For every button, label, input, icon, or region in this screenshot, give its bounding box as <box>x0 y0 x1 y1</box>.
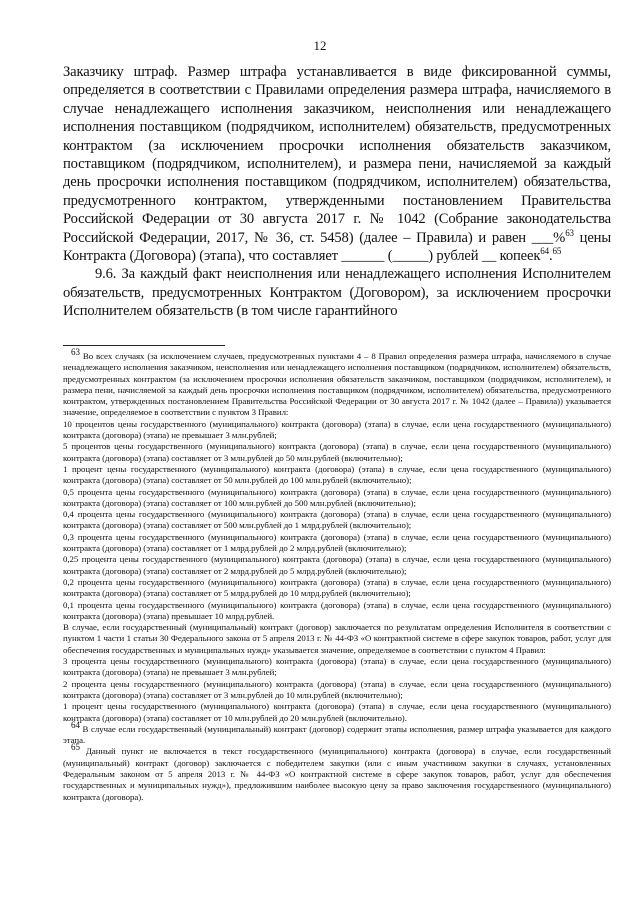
paragraph-penalty-amount <box>63 63 611 265</box>
footnote-ref-65: 65 <box>552 246 562 257</box>
rate-line: 0,1 процента цены государственного (муниципального) контракта (договора) (этапа) в случае, если цена государственного (муниципального) контракта (договора) (этапа) превышает 10 млрд.рублей. <box>63 599 611 621</box>
footnote-ref-63: 63 <box>565 227 574 238</box>
footnote-paragraph-small-business: В случае, если государственный (муниципальный) контракт (договор) заключается по результатам определения Исполнителя в соответствии с пунктом 1 части 1 статьи 30 Федерального закона от 5 апреля 2013 г. № 44-ФЗ «О контрактной системе в сфере закупок товаров, работ, услуг для обеспечения государственных и муниципальных нужд» указывается значение, определяемое в соответствии с пунктом 4 Правил: <box>63 622 611 655</box>
rate-line: 0,2 процента цены государственного (муниципального) контракта (договора) (этапа) в случае, если цена государственного (муниципального) контракта (договора) (этапа) составляет от 5 млрд.рублей до 10 млрд.рублей (включительно); <box>63 576 611 599</box>
rate-line: 0,4 процента цены государственного (муниципального) контракта (договора) (этапа) в случае, если цена государственного (муниципального) контракта (договора) (этапа) составляет от 500 млн.рублей до 1 млрд.рублей (включительно); <box>63 509 611 531</box>
footnote-mark: 65 <box>71 742 80 753</box>
page-number: 12 <box>313 38 327 53</box>
paragraph-text: Заказчику штраф. Размер штрафа устанавливается в виде фиксированной суммы, определяется в соответствии с Правилами определения размера штрафа, начисляемого в случае ненадлежащего исполнения заказчиком, неисполнения или ненадлежащего исполнения поставщиком (подрядчиком, исполнителем) обязательств, предусмотренных контрактом (за исключением просрочки исполнения обязательств заказчиком, поставщиком (подрядчиком, исполнителем), и размера пени, начисляемой за каждый день просрочки исполнения поставщиком (подрядчиком, исполнителем) обязательства, предусмотренного контрактом, утвержденными постановлением Правительства Российской Федерации от 30 августа 2017 г. № 1042 (Собрание законодательства Российской Федерации, 2017, № 36, ст. 5458) (далее – Правила) и равен ___% <box>63 64 611 246</box>
paragraph-9-6: 9.6. За каждый факт неисполнения или ненадлежащего исполнения Исполнителем обязательств, предусмотренных Контрактом (Договором), за исключением просрочки Исполнителем обязательств (в том числе гарантийного <box>63 266 611 320</box>
rate-line: 1 процент цены государственного (муниципального) контракта (договора) (этапа) в случае, если цена государственного (муниципального) контракта (договора) (этапа) составляет от 10 млн.рублей до 20 млн.рублей (включительно). <box>63 701 611 723</box>
footnote-64 <box>63 719 611 747</box>
rate-line: 2 процента цены государственного (муниципального) контракта (договора) (этапа) в случае, если цена государственного (муниципального) контракта (договора) (этапа) составляет от 3 млн.рублей до 10 млн.рублей (включительно); <box>63 678 611 700</box>
rate-line: 10 процентов цены государственного (муниципального) контракта (договора) (этапа) в случае, если цена государственного (муниципального) контракта (договора) (этапа) не превышает 3 млн.рублей; <box>63 418 611 441</box>
paragraph-text: . <box>548 248 553 265</box>
paragraph-text: цены Контракта (Договора) (этапа), что составляет ______ (_____) рублей __ копеек <box>63 229 611 265</box>
rate-line: 0,3 процента цены государственного (муниципального) контракта (договора) (этапа) в случае, если цена государственного (муниципального) контракта (договора) (этапа) составляет от 1 млрд.рублей до 2 млрд.рублей (включительно); <box>63 531 611 554</box>
footnote-text: Во всех случаях (за исключением случаев, предусмотренных пунктами 4 – 8 Правил определения размера штрафа, начисляемого в случае ненадлежащего исполнения заказчиком, неисполнения или ненадлежащего исполнения поставщиком (подрядчиком, исполнителем) обязательств, предусмотренных контрактом (за исключением просрочки исполнения обязательств заказчиком, поставщиком (подрядчиком, исполнителем), и размера пени, начисляемой за каждый день просрочки исполнения поставщиком (подрядчиком, исполнителем) обязательства, предусмотренного контрактом, утвержденных постановлением Правительства Российской Федерации от 30 августа 2017 г. № 1042 (далее – Правила)) указывается значение, определяемое в соответствии с пунктом 3 Правил: <box>63 351 611 418</box>
footnote-separator <box>63 345 225 346</box>
footnote-mark: 64 <box>71 719 80 730</box>
rate-line: 5 процентов цены государственного (муниципального) контракта (договора) (этапа) в случае, если цена государственного (муниципального) контракта (договора) (этапа) составляет от 3 млн.рублей до 50 млн.рублей (включительно); <box>63 441 611 463</box>
footnote-text: В случае если государственный (муниципальный) контракт (договор) содержит этапы исполнения, размер штрафа указывается для каждого этапа. <box>63 723 611 746</box>
rate-line: 1 процент цены государственного (муниципального) контракта (договора) (этапа) в случае, если цена государственного (муниципального) контракта (договора) (этапа) составляет от 50 млн.рублей до 100 млн.рублей (включительно); <box>63 463 611 486</box>
footnote-text: Данный пункт не включается в текст государственного (муниципального) контракта (договора) в случае, если государственный (муниципальный) контракт (договор) заключается с победителем закупки (или с иным участником закупки в случаях, установленных Федеральным законом от 5 апреля 2013 г. № 44-ФЗ «О контрактной системе в сфере закупок товаров, работ, услуг для обеспечения государственных и муниципальных нужд»), предложившим наиболее высокую цену за право заключения государственного (муниципального) контракта (договора). <box>63 746 611 802</box>
rate-line: 0,25 процента цены государственного (муниципального) контракта (договора) (этапа) в случае, если цена государственного (муниципального) контракта (договора) (этапа) составляет от 2 млрд.рублей до 5 млрд.рублей (включительно); <box>63 554 611 576</box>
footnotes <box>63 347 611 803</box>
footnote-mark: 63 <box>71 347 80 358</box>
main-text <box>63 63 611 321</box>
rate-line: 0,5 процента цены государственного (муниципального) контракта (договора) (этапа) в случае, если цена государственного (муниципального) контракта (договора) (этапа) составляет от 100 млн.рублей до 500 млн.рублей (включительно); <box>63 486 611 508</box>
footnote-ref-64: 64 <box>540 246 549 257</box>
rate-line: 3 процента цены государственного (муниципального) контракта (договора) (этапа) в случае, если цена государственного (муниципального) контракта (договора) (этапа) не превышает 3 млн.рублей; <box>63 656 611 678</box>
footnote-63 <box>63 347 611 419</box>
footnote-65 <box>63 742 611 802</box>
